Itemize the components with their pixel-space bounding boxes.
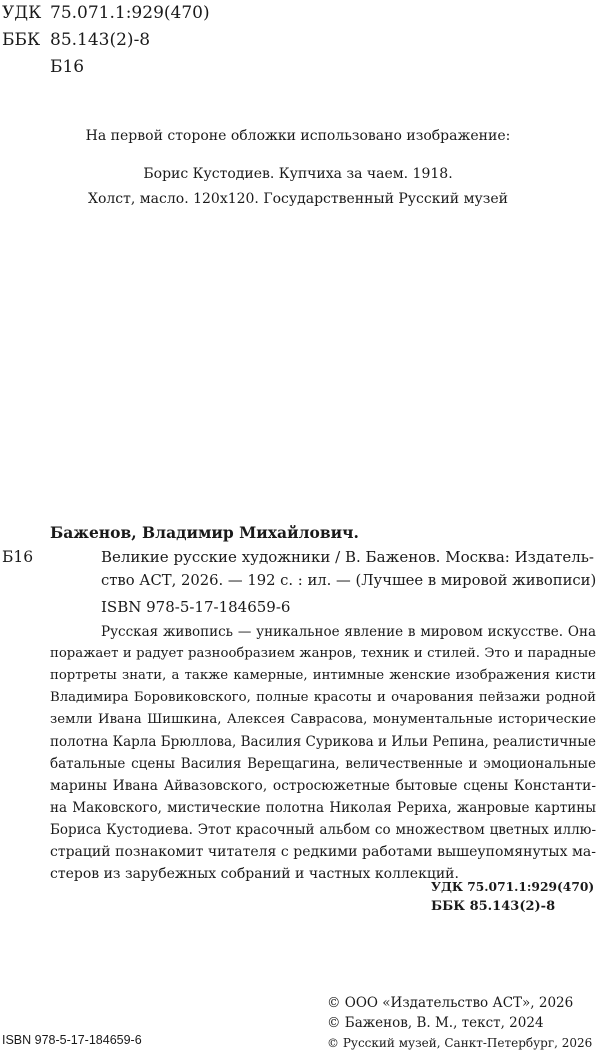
annotation [50, 621, 596, 885]
bottom-bbk: ББК 85.143(2)-8 [431, 899, 556, 914]
cover-note-line-1: На первой стороне обложки использовано изображение: [85, 128, 511, 144]
annotation-line: марины Ивана Айвазовского, остросюжетные бытовые сцены Константи- [50, 778, 596, 794]
annotation-line: Владимира Боровиковского, полные красоты и очарования пейзажи родной [50, 690, 596, 705]
copyright-museum: © Русский музей, Санкт-Петербург, 2026 [327, 1036, 593, 1050]
bbk-value: 85.143(2)-8 [50, 30, 151, 50]
udk-label: УДК [2, 3, 42, 23]
biblio-mark: Б16 [2, 548, 34, 566]
bbk-label: ББК [2, 30, 41, 50]
annotation-line: стеров из зарубежных собраний и частных коллекций. [50, 866, 459, 882]
udk-value: 75.071.1:929(470) [50, 3, 210, 23]
biblio-author: Баженов, Владимир Михайлович. [50, 523, 359, 542]
annotation-line: батальные сцены Василия Верещагина, величественные и эмоциональные [50, 756, 596, 772]
annotation-line: на Маковского, мистические полотна Николая Рериха, жанровые картины [50, 800, 596, 816]
annotation-line: поражает и радует разнообразием жанров, техник и стилей. Это и парадные [50, 646, 596, 661]
copyright-text: © Баженов, В. М., текст, 2024 [327, 1015, 544, 1031]
copyright-publisher: © ООО «Издательство АСТ», 2026 [327, 995, 574, 1011]
cover-note-line-2: Борис Кустодиев. Купчиха за чаем. 1918. [143, 166, 453, 182]
author-mark: Б16 [50, 57, 85, 77]
annotation-line: страций познакомит читателя с редкими работами вышеупомянутых ма- [50, 844, 596, 860]
annotation-line: портреты знати, а также камерные, интимные женские изображения кисти [50, 668, 596, 683]
footer-isbn: ISBN 978-5-17-184659-6 [2, 1033, 142, 1047]
annotation-line: полотна Карла Брюллова, Василия Сурикова и Ильи Репина, реалистичные [50, 734, 596, 750]
bottom-udk: УДК 75.071.1:929(470) [431, 879, 595, 894]
biblio-title-line-1: Великие русские художники / В. Баженов. Москва: Издатель- [101, 548, 594, 566]
annotation-line: Бориса Кустодиева. Этот красочный альбом со множеством цветных иллю- [50, 822, 596, 838]
biblio-title-line-2: ство АСТ, 2026. — 192 с. : ил. — (Лучшее в мировой живописи) [101, 572, 596, 589]
annotation-line: Русская живопись — уникальное явление в мировом искусстве. Она [101, 624, 596, 640]
cover-note-line-3: Холст, масло. 120х120. Государственный Русский музей [88, 191, 508, 207]
biblio-isbn: ISBN 978-5-17-184659-6 [101, 598, 291, 616]
annotation-line: земли Ивана Шишкина, Алексея Саврасова, монументальные исторические [50, 712, 596, 727]
